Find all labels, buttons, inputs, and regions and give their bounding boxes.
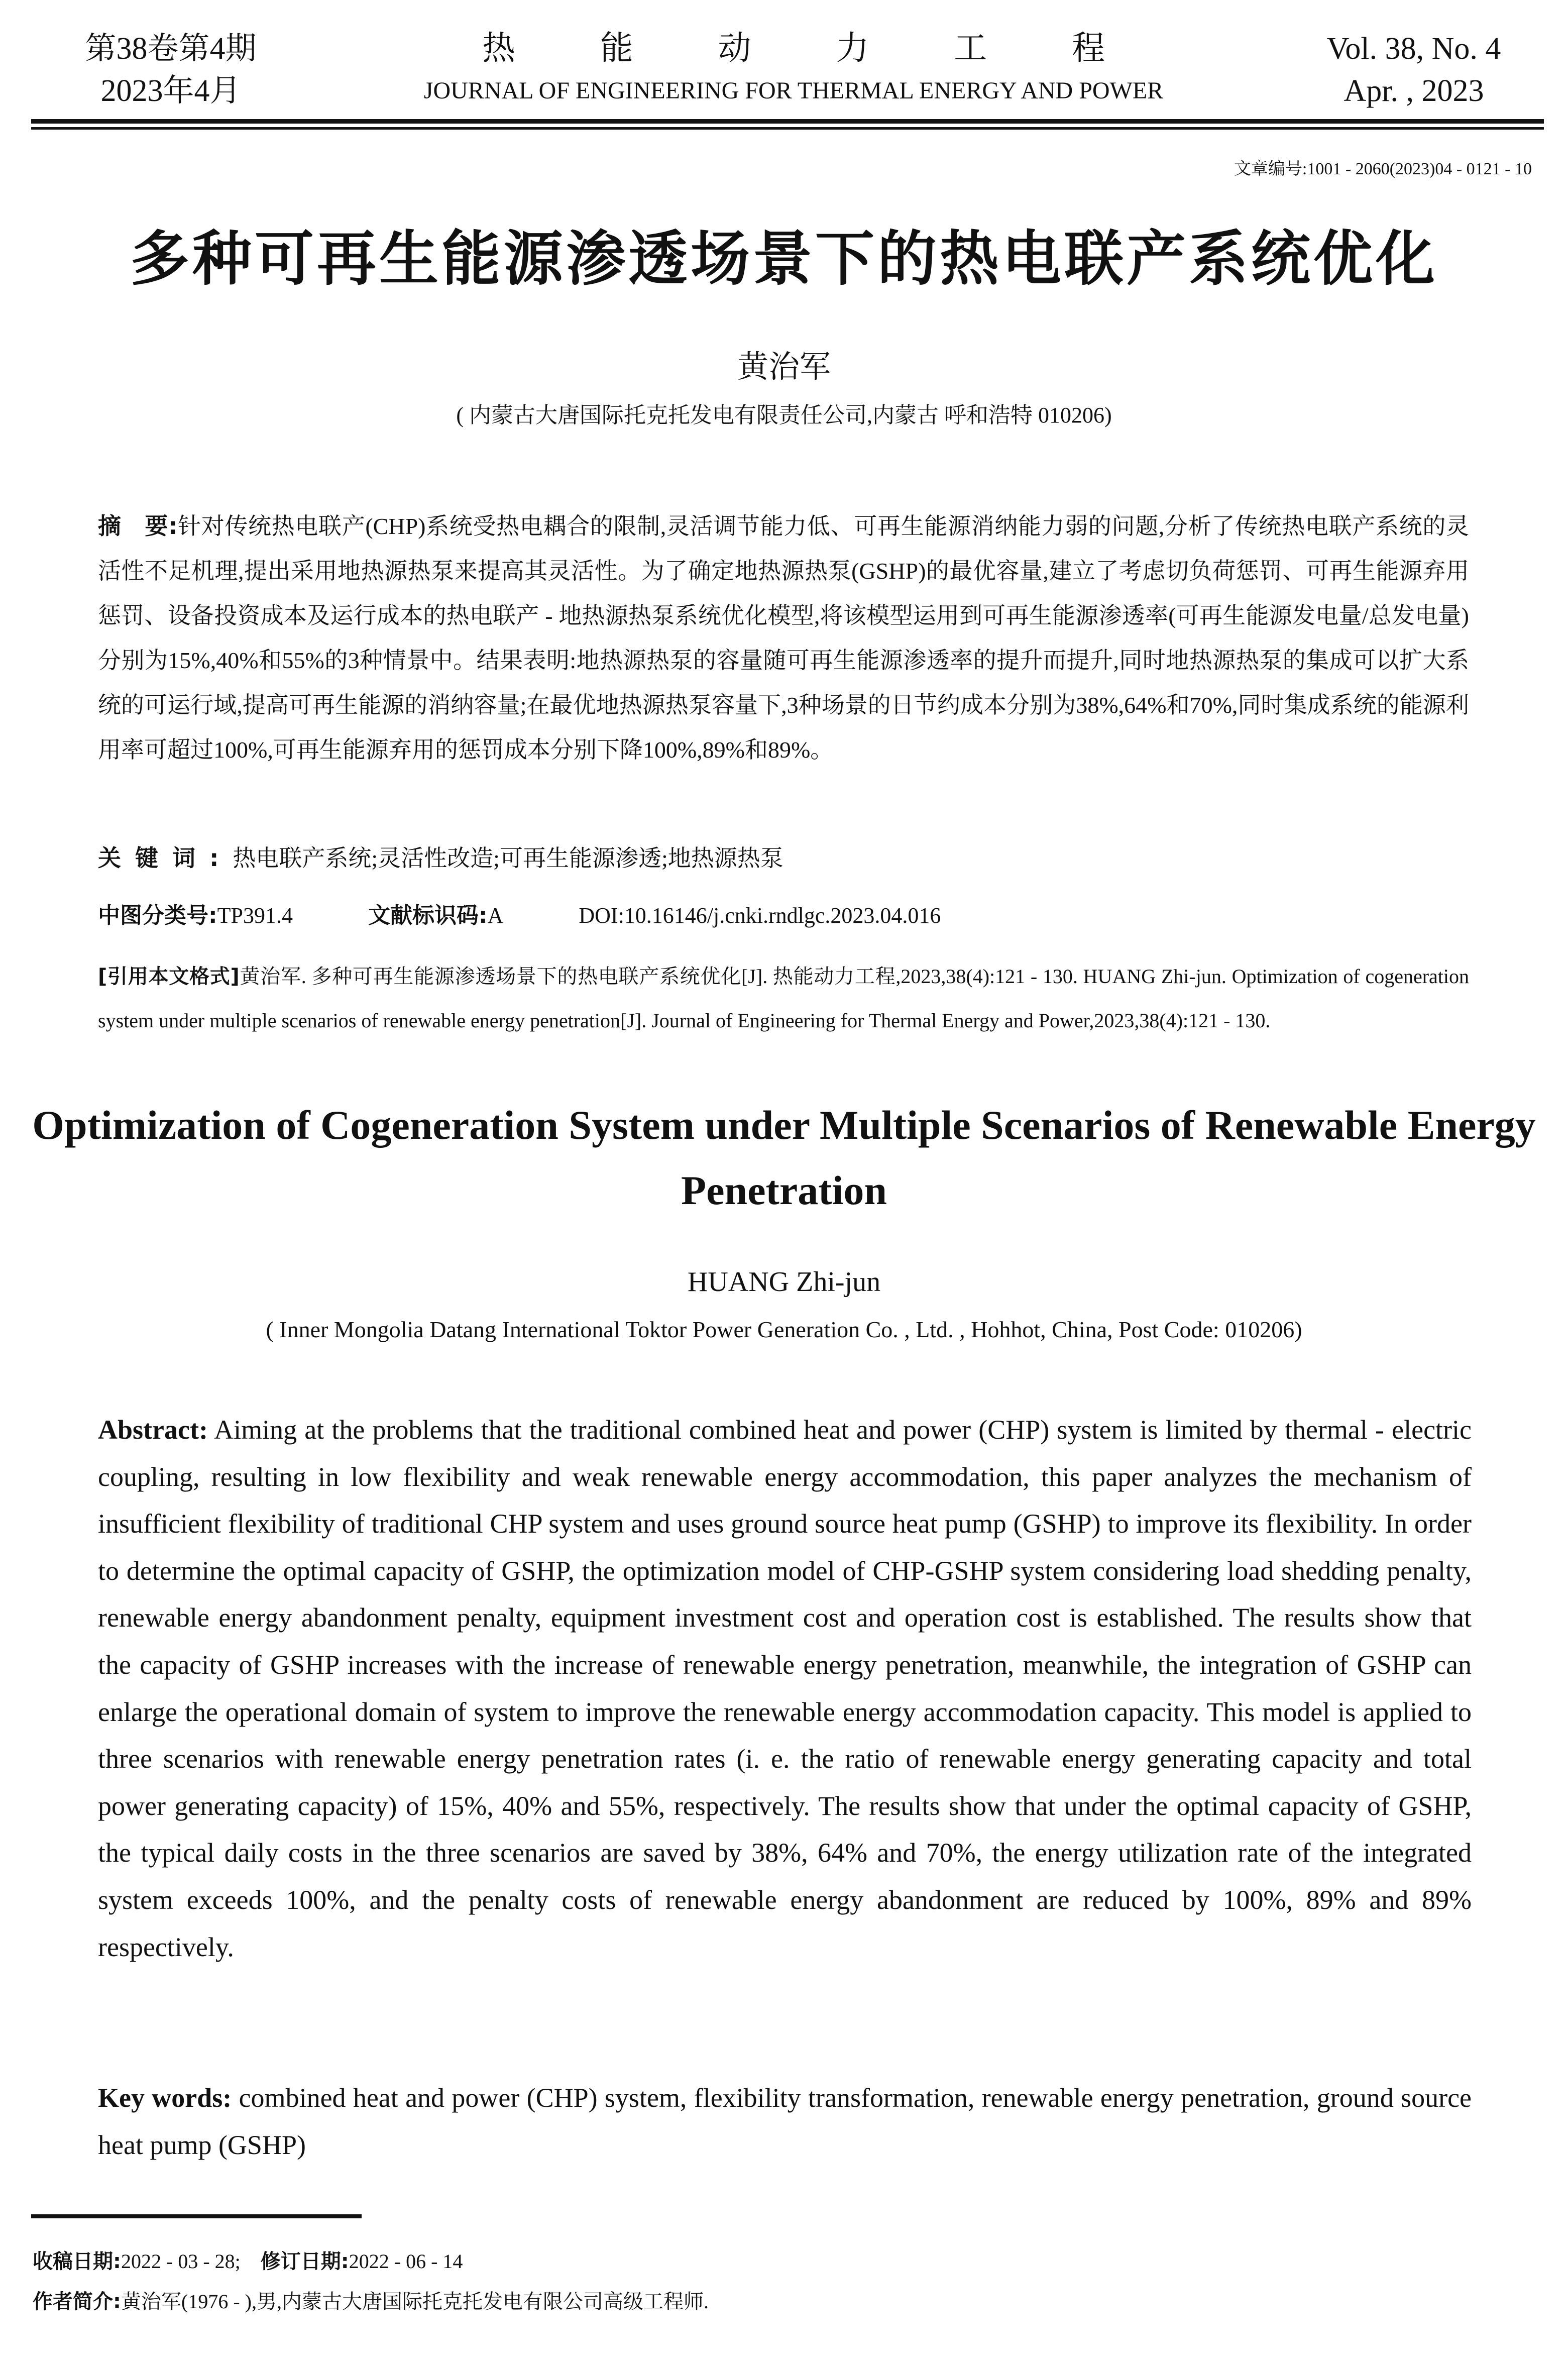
keywords-en-label: Key words: [98,2083,232,2113]
header-rule-top [31,119,1544,124]
received-date: 2022 - 03 - 28; [121,2250,241,2273]
journal-char: 能 [600,30,633,67]
journal-issue-cn [55,28,286,112]
abstract-en-label: Abstract: [98,1415,208,1445]
doi[interactable]: DOI:10.16146/j.cnki.rndlgc.2023.04.016 [579,903,941,928]
classification-line [98,897,1469,929]
article-number: 文章编号:1001 - 2060(2023)04 - 0121 - 10 [1234,160,1532,178]
keywords-en-text: combined heat and power (CHP) system, flexibility transformation, renewable energy penetration, ground source heat pump (GSHP) [98,2083,1472,2160]
volume-issue-en: Vol. 38, No. 4 [1326,32,1501,66]
abstract-en [98,1407,1472,1971]
journal-char: 工 [954,30,987,67]
title-en: Optimization of Cogeneration System under Multiple Scenarios of Renewable Energy Penetration [32,1102,1536,1213]
journal-name-cn [382,28,1205,70]
journal-char: 热 [482,30,515,67]
keywords-cn-text: 热电联产系统;灵活性改造;可再生能源渗透;地热源热泵 [233,845,783,871]
revised-date: 2022 - 06 - 14 [349,2250,463,2273]
date-cn: 2023年4月 [100,74,241,108]
affiliation-cn: ( 内蒙古大唐国际托克托发电有限责任公司,内蒙古 呼和浩特 010206) [456,403,1112,427]
bio-text: 黄治军(1976 - ),男,内蒙古大唐国际托克托发电有限公司高级工程师. [121,2290,709,2313]
clc-label: 中图分类号: [98,903,217,928]
dates-line [33,2245,463,2274]
keywords-cn-label: 关键词: [98,844,233,872]
abstract-cn-text: 针对传统热电联产(CHP)系统受热电耦合的限制,灵活调节能力低、可再生能源消纳能力弱的问题,分析了传统热电联产系统的灵活性不足机理,提出采用地热源热泵来提高其灵活性。为了确定地热源热泵(GSHP)的最优容量,建立了考虑切负荷惩罚、可再生能源弃用惩罚、设备投资成本及运行成本的热电联产 - 地热源热泵系统优化模型,将该模型运用到可再生能源渗透率(可再生能源发电量/总发电量)分别为15%,40%和55%的3种情景中。结果表明:地热源热泵的容量随可再生能源渗透率的提升而提升,同时地热源热泵的集成可以扩大系统的可运行域,提高可再生能源的消纳容量;在最优地热源热泵容量下,3种场景的日节约成本分别为38%,64%和70%,同时集成系统的能源利用率可超过100%,可再生能源弃用的惩罚成本分别下降100%,89%和89%。 [98,513,1469,763]
date-en: Apr. , 2023 [1343,74,1484,108]
citation [98,954,1469,1043]
volume-issue-cn: 第38卷第4期 [85,32,257,66]
doc-code-value: A [487,903,504,928]
title-cn: 多种可再生能源渗透场景下的热电联产系统优化 [130,224,1438,293]
journal-char: 程 [1071,30,1105,67]
abstract-en-text: Aiming at the problems that the traditional combined heat and power (CHP) system is limited by thermal - electric coupling, resulting in low flexibility and weak renewable energy accommodation, this paper analyzes the mechanism of insufficient flexibility of traditional CHP system and uses ground source heat pump (GSHP) to improve its flexibility. In order to determine the optimal capacity of GSHP, the optimization model of CHP-GSHP system considering load shedding penalty, renewable energy abandonment penalty, equipment investment cost and operation cost is established. The results show that the capacity of GSHP increases with the increase of renewable energy penetration, meanwhile, the integration of GSHP can enlarge the operational domain of system to improve the renewable energy accommodation capacity. This model is applied to three scenarios with renewable energy penetration rates (i. e. the ratio of renewable energy generating capacity and total power generating capacity) of 15%, 40% and 55%, respectively. The results show that under the optimal capacity of GSHP, the typical daily costs in the three scenarios are saved by 38%, 64% and 70%, the energy utilization rate of the integrated system exceeds 100%, and the penalty costs of renewable energy abandonment are reduced by 100%, 89% and 89% respectively. [98,1415,1472,1962]
author-bio [33,2286,709,2314]
keywords-en [98,2075,1472,2169]
revised-label: 修订日期: [260,2250,349,2273]
journal-char: 力 [836,30,869,67]
received-label: 收稿日期: [33,2250,121,2273]
doc-code-label: 文献标识码: [368,903,488,928]
keywords-cn [98,840,1469,873]
clc-value: TP391.4 [217,903,293,928]
abstract-cn [98,504,1469,772]
citation-label: [引用本文格式] [98,965,240,988]
journal-name [382,28,1205,112]
bio-label: 作者简介: [33,2290,121,2313]
author-en: HUANG Zhi-jun [687,1266,881,1298]
header-rule-bottom [31,127,1544,130]
abstract-cn-label: 摘 要: [98,512,178,540]
footnote-rule [31,2214,362,2218]
journal-name-en: JOURNAL OF ENGINEERING FOR THERMAL ENERGY AND POWER [423,77,1164,104]
citation-text: 黄治军. 多种可再生能源渗透场景下的热电联产系统优化[J]. 热能动力工程,2023,38(4):121 - 130. HUANG Zhi-jun. Optimization of cogeneration system under multiple scenarios of renewable energy penetration[J]. Journal of Engineering for Thermal Energy and Power,2023,38(4):121 - 130. [98,965,1470,1032]
author-cn: 黄治军 [737,350,831,384]
affiliation-en: ( Inner Mongolia Datang International Toktor Power Generation Co. , Ltd. , Hohhot, China, Post Code: 010206) [266,1317,1302,1342]
journal-char: 动 [718,30,751,67]
journal-issue-en [1296,28,1532,112]
